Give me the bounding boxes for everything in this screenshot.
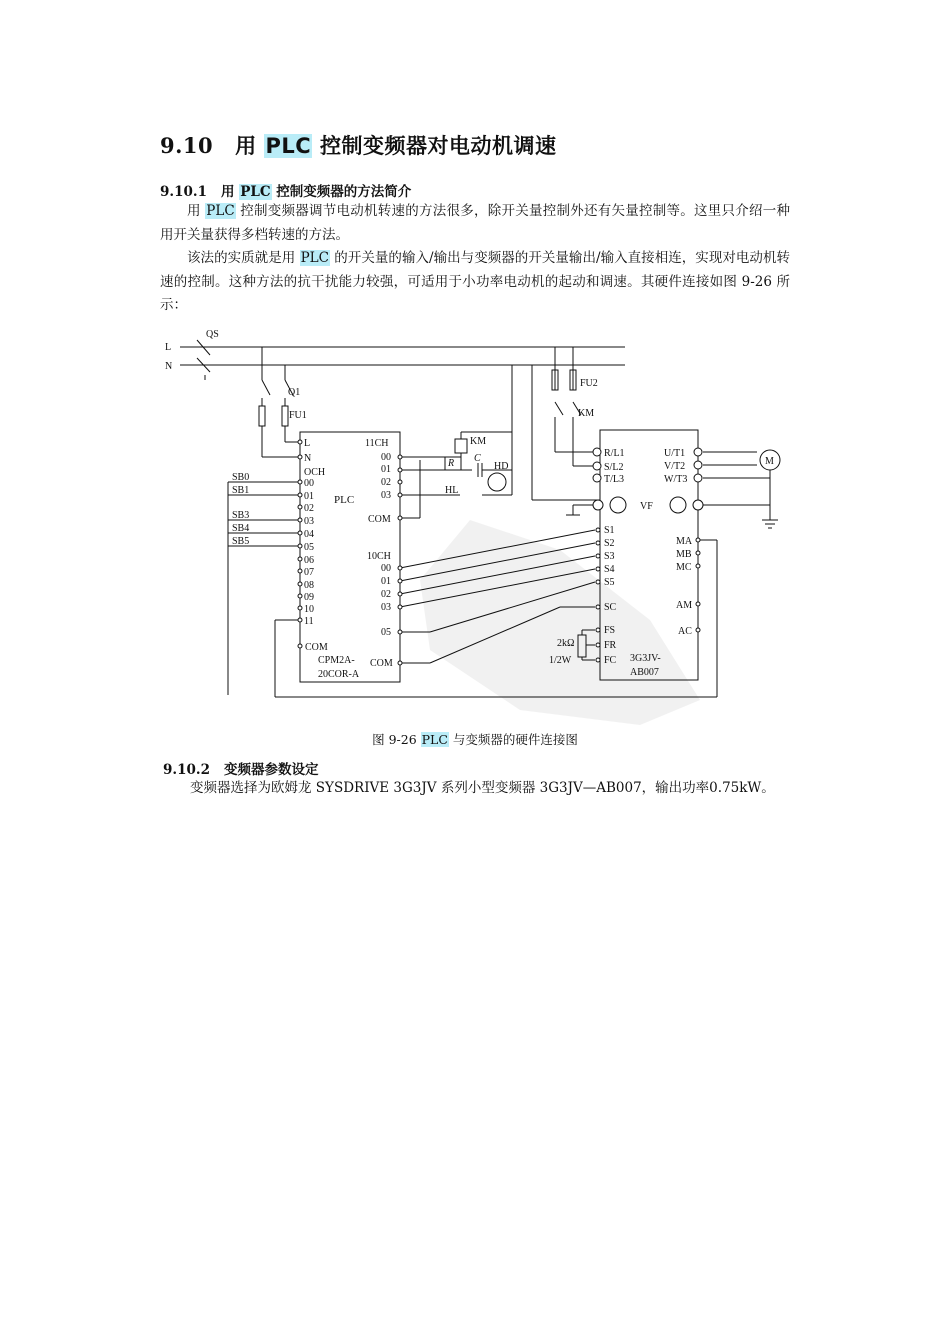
label-sc: SC: [604, 602, 617, 613]
label-och: OCH: [304, 467, 326, 478]
label-11ch: 11CH: [365, 438, 389, 449]
label-s3: S3: [604, 551, 615, 562]
label-in05: 05: [304, 542, 314, 553]
body-text-2: [163, 777, 793, 801]
label-in01: 01: [304, 491, 314, 502]
label-s1: S1: [604, 525, 615, 536]
p1-highlight: PLC: [206, 203, 235, 219]
label-in09: 09: [304, 592, 314, 603]
section-title-pre: 用: [235, 133, 265, 158]
label-mb: MB: [676, 549, 692, 560]
label-10ch-03: 03: [381, 602, 391, 613]
subsection-1-post: 控制变频器的方法简介: [271, 184, 412, 200]
label-km-coil: KM: [470, 436, 487, 447]
label-hd: HD: [494, 461, 509, 472]
label-in07: 07: [304, 567, 314, 578]
label-sb5: SB5: [232, 536, 250, 547]
p1-pre: 用: [187, 203, 206, 219]
label-qs: QS: [206, 329, 219, 340]
paragraph-1: [160, 200, 790, 247]
label-model-2: 20COR-A: [318, 669, 360, 680]
label-km: KM: [578, 408, 595, 419]
p2-post: 的开关量的输入/输出与变频器的开关量输出/输入直接相连，实现对电动机转速的控制。这种方法的抗干扰能力较强，可适用于小功率电动机的起动和调速。其硬件连接如图 9-26 所示：: [160, 250, 791, 313]
label-out03: 03: [381, 490, 391, 501]
label-line-l: L: [165, 342, 172, 353]
label-plc: PLC: [334, 494, 355, 506]
label-ac: AC: [678, 626, 692, 637]
section-number: 9.10: [160, 133, 214, 158]
label-com-input: COM: [305, 642, 328, 653]
label-s4: S4: [604, 564, 615, 575]
label-fc: FC: [604, 655, 617, 666]
label-fu1: FU1: [289, 410, 307, 421]
label-sb0: SB0: [232, 472, 250, 483]
subsection-2-heading: [163, 758, 318, 778]
label-ma: MA: [676, 536, 693, 547]
label-in04: 04: [304, 529, 314, 540]
caption-highlight: PLC: [421, 732, 448, 747]
label-s-l2: S/L2: [604, 462, 624, 473]
label-10ch-01: 01: [381, 576, 391, 587]
paragraph-3: 变频器选择为欧姆龙 SYSDRIVE 3G3JV 系列小型变频器 3G3JV—AB007，输出功率0.75kW。: [190, 780, 775, 796]
p2-pre: 该法的实质就是用: [187, 250, 300, 266]
label-am: AM: [676, 600, 693, 611]
label-10ch: 10CH: [367, 551, 391, 562]
section-title-highlight: PLC: [265, 134, 312, 158]
paragraph-2: [160, 247, 790, 318]
label-fu2: FU2: [580, 378, 598, 389]
label-plc-l: L: [304, 438, 311, 449]
label-sb1: SB1: [232, 485, 250, 496]
label-plc-n: N: [304, 453, 312, 464]
label-q1: Q1: [288, 387, 301, 398]
label-fs: FS: [604, 625, 616, 636]
caption-pre: 图 9-26: [372, 732, 421, 747]
label-10ch-05: 05: [381, 627, 391, 638]
label-in08: 08: [304, 580, 314, 591]
label-w-t3: W/T3: [664, 474, 688, 485]
label-com-11ch: COM: [368, 514, 391, 525]
label-pot-1: 2kΩ: [557, 638, 575, 649]
label-s2: S2: [604, 538, 615, 549]
label-sb3: SB3: [232, 510, 250, 521]
label-r: R: [448, 458, 455, 469]
subsection-2-title: 变频器参数设定: [223, 762, 319, 778]
label-in03: 03: [304, 516, 314, 527]
label-in02: 02: [304, 503, 314, 514]
section-title: [160, 130, 556, 160]
label-vf-model-1: 3G3JV-: [630, 653, 661, 664]
figure-caption: [0, 730, 950, 748]
label-motor: M: [765, 456, 774, 467]
label-r-l1: R/L1: [604, 448, 625, 459]
p2-highlight: PLC: [300, 250, 329, 266]
p1-post: 控制变频器调节电动机转速的方法很多，除开关量控制外还有矢量控制等。这里只介绍一种用开关量获得多档转速的方法。: [160, 203, 790, 243]
caption-post: 与变频器的硬件连接图: [448, 732, 578, 747]
label-u-t1: U/T1: [664, 448, 686, 459]
label-10ch-02: 02: [381, 589, 391, 600]
label-mc: MC: [676, 562, 692, 573]
label-vf: VF: [640, 501, 653, 512]
label-s5: S5: [604, 577, 615, 588]
label-v-t2: V/T2: [664, 461, 686, 472]
label-in11: 11: [304, 616, 314, 627]
label-sb4: SB4: [232, 523, 250, 534]
subsection-2-number: 9.10.2: [163, 762, 210, 778]
label-in00: 00: [304, 478, 314, 489]
section-title-post: 控制变频器对电动机调速: [312, 133, 557, 158]
label-c: C: [474, 453, 481, 464]
subsection-1-highlight: PLC: [240, 184, 271, 200]
subsection-1-pre: 用: [220, 184, 240, 200]
label-in10: 10: [304, 604, 314, 615]
label-out01: 01: [381, 464, 391, 475]
label-out00: 00: [381, 452, 391, 463]
label-fr: FR: [604, 640, 617, 651]
label-in06: 06: [304, 555, 314, 566]
label-line-n: N: [165, 361, 173, 372]
label-com-10ch: COM: [370, 658, 393, 669]
label-model-1: CPM2A-: [318, 655, 355, 666]
body-text-1: [160, 200, 790, 318]
label-t-l3: T/L3: [604, 474, 624, 485]
label-hl: HL: [445, 485, 459, 496]
label-out02: 02: [381, 477, 391, 488]
label-10ch-00: 00: [381, 563, 391, 574]
label-pot-2: 1/2W: [549, 655, 572, 666]
label-vf-model-2: AB007: [630, 667, 659, 678]
circuit-diagram: [0, 320, 950, 725]
subsection-1-heading: [160, 180, 411, 200]
subsection-1-number: 9.10.1: [160, 184, 207, 200]
